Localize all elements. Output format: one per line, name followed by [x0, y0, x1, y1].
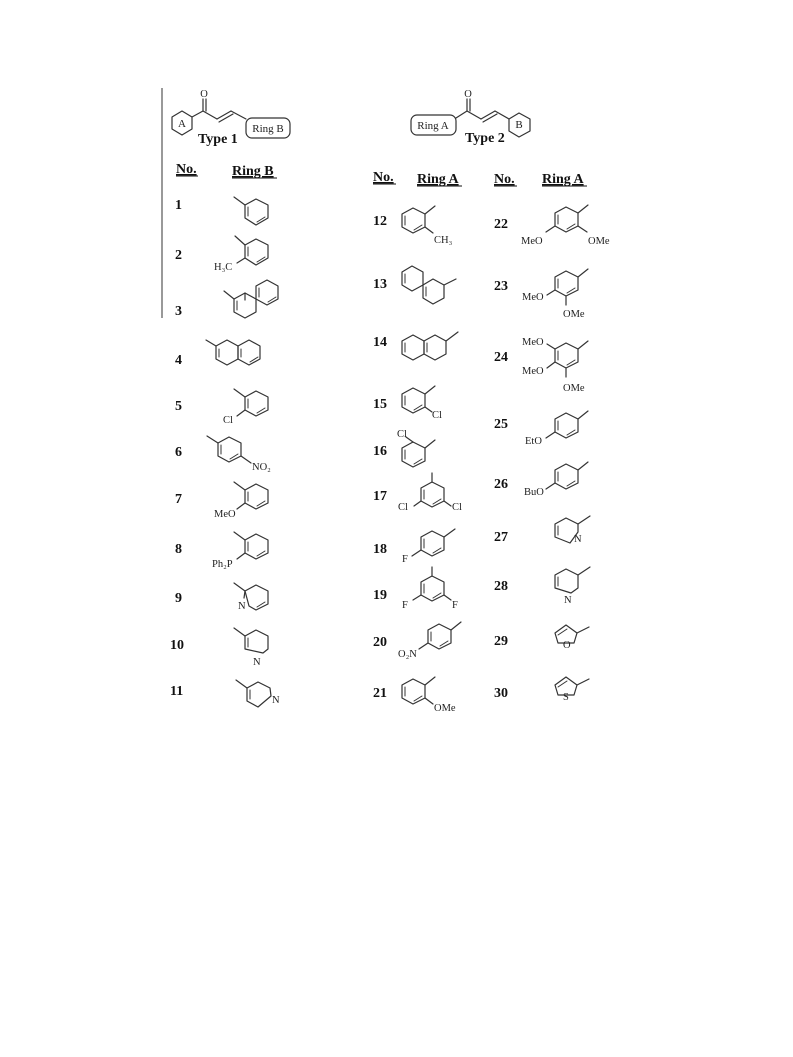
substituent-label: MeO [522, 366, 544, 377]
substituent-label: MeO [522, 337, 544, 348]
structure-23 [522, 269, 588, 320]
type1-label: Type 1 [198, 132, 238, 147]
structure-5 [223, 389, 268, 426]
structure-10 [234, 628, 268, 668]
type2-col2-structures [521, 205, 610, 703]
entry-number: 22 [494, 217, 508, 232]
substituent-label: BuO [524, 487, 544, 498]
entry-number: 6 [175, 445, 182, 460]
ring-b-label: Ring B [252, 123, 284, 135]
substituent-label: H₃C [214, 262, 233, 273]
entry-number: 18 [373, 542, 387, 557]
type1-structures [206, 197, 280, 707]
structure-22 [521, 205, 610, 247]
structure-13 [402, 266, 456, 304]
substituent-label: Cl [398, 502, 408, 513]
structure-18 [402, 529, 455, 565]
substituent-label: NO₂ [252, 462, 271, 473]
structure-16 [397, 429, 435, 467]
bond [217, 111, 231, 119]
ring-b-label: B [515, 119, 523, 131]
substituent-label: N [564, 595, 572, 606]
type2-scaffold [411, 89, 530, 146]
structure-17 [398, 473, 462, 513]
bond [495, 111, 509, 119]
entry-number: 1 [175, 198, 182, 213]
entry-number: 21 [373, 686, 387, 701]
entry-number: 10 [170, 638, 184, 653]
structure-27 [555, 516, 590, 545]
bond [483, 114, 497, 122]
structure-19 [402, 567, 458, 611]
structure-29 [555, 625, 589, 651]
entry-number: 23 [494, 279, 508, 294]
bond [203, 111, 217, 119]
entry-number: 13 [373, 277, 387, 292]
entry-number: 15 [373, 397, 387, 412]
substituent-label: Cl [223, 415, 233, 426]
structure-21 [402, 677, 456, 714]
entry-number: 19 [373, 588, 387, 603]
entry-number: 25 [494, 417, 508, 432]
structure-1 [234, 197, 268, 225]
structure-6 [207, 436, 271, 473]
structure-20 [398, 622, 461, 660]
type2-header-ring-2: Ring A [542, 172, 584, 187]
substituent-label: N [272, 695, 280, 706]
type2-header-no-1: No. [373, 170, 394, 185]
structure-3 [224, 280, 278, 318]
entry-number: 4 [175, 353, 182, 368]
carbonyl-oxygen: O [200, 89, 208, 100]
entry-number: 16 [373, 444, 387, 459]
substituent-label: OMe [563, 309, 585, 320]
entry-number: 27 [494, 530, 508, 545]
substituent-label: F [402, 600, 408, 611]
ring-a-label: A [178, 118, 186, 130]
type1-header-ring: Ring B [232, 164, 274, 179]
entry-number: 12 [373, 214, 387, 229]
substituent-label: Ph₂P [212, 559, 233, 570]
structure-26 [524, 462, 588, 498]
entry-number: 11 [170, 684, 184, 699]
bond [467, 111, 481, 119]
structure-7 [214, 482, 268, 520]
entry-number: 26 [494, 477, 508, 492]
entry-number: 29 [494, 634, 508, 649]
substituent-label: N [574, 534, 582, 545]
structure-14 [402, 332, 458, 360]
substituent-label: Cl [452, 502, 462, 513]
structure-24 [522, 337, 588, 394]
entry-number: 2 [175, 248, 182, 263]
substituent-label: O [563, 640, 571, 651]
type2-header-no-2: No. [494, 172, 515, 187]
entry-number: 7 [175, 492, 182, 507]
type2-col1-structures [397, 206, 462, 714]
structure-8 [212, 532, 268, 570]
substituent-label: O₂N [398, 649, 417, 660]
substituent-label: MeO [521, 236, 543, 247]
entry-number: 30 [494, 686, 508, 701]
structure-28 [555, 567, 590, 606]
entry-number: 9 [175, 591, 182, 606]
substituent-label: OMe [563, 383, 585, 394]
bond [481, 111, 495, 119]
entry-number: 17 [373, 489, 387, 504]
structure-11 [236, 680, 280, 707]
substituent-label: F [402, 554, 408, 565]
bond [231, 111, 246, 119]
entry-number: 8 [175, 542, 182, 557]
bond [456, 111, 467, 118]
structure-12 [402, 206, 453, 246]
entry-number: 3 [175, 304, 182, 319]
substituent-label: N [253, 657, 261, 668]
substituent-label: OMe [434, 703, 456, 714]
structure-9 [234, 583, 268, 612]
type1-numbers [170, 198, 184, 699]
ring-a-label: Ring A [417, 120, 449, 132]
substituent-label: OMe [588, 236, 610, 247]
bond [219, 114, 233, 122]
entry-number: 24 [494, 350, 508, 365]
bond [192, 111, 203, 117]
carbonyl-oxygen: O [464, 89, 472, 100]
substituent-label: N [238, 601, 246, 612]
type2-label: Type 2 [465, 131, 505, 146]
substituent-label: Cl [397, 429, 407, 440]
structure-30 [555, 677, 589, 703]
substituent-label: MeO [214, 509, 236, 520]
entry-number: 28 [494, 579, 508, 594]
type2-col2-numbers [494, 217, 508, 701]
structure-15 [402, 386, 442, 421]
substituent-label: MeO [522, 292, 544, 303]
type2-header-ring-1: Ring A [417, 172, 459, 187]
substituent-label: Cl [432, 410, 442, 421]
entry-number: 5 [175, 399, 182, 414]
structure-2 [214, 236, 268, 273]
substituent-label: S [563, 692, 569, 703]
structure-25 [525, 411, 588, 447]
entry-number: 20 [373, 635, 387, 650]
type2-col1-numbers [373, 214, 387, 701]
substituent-label: EtO [525, 436, 542, 447]
substituent-label: F [452, 600, 458, 611]
type1-scaffold [172, 89, 290, 147]
substituent-label: CH₃ [434, 235, 453, 246]
structure-4 [206, 340, 260, 365]
type1-header-no: No. [176, 162, 197, 177]
entry-number: 14 [373, 335, 387, 350]
